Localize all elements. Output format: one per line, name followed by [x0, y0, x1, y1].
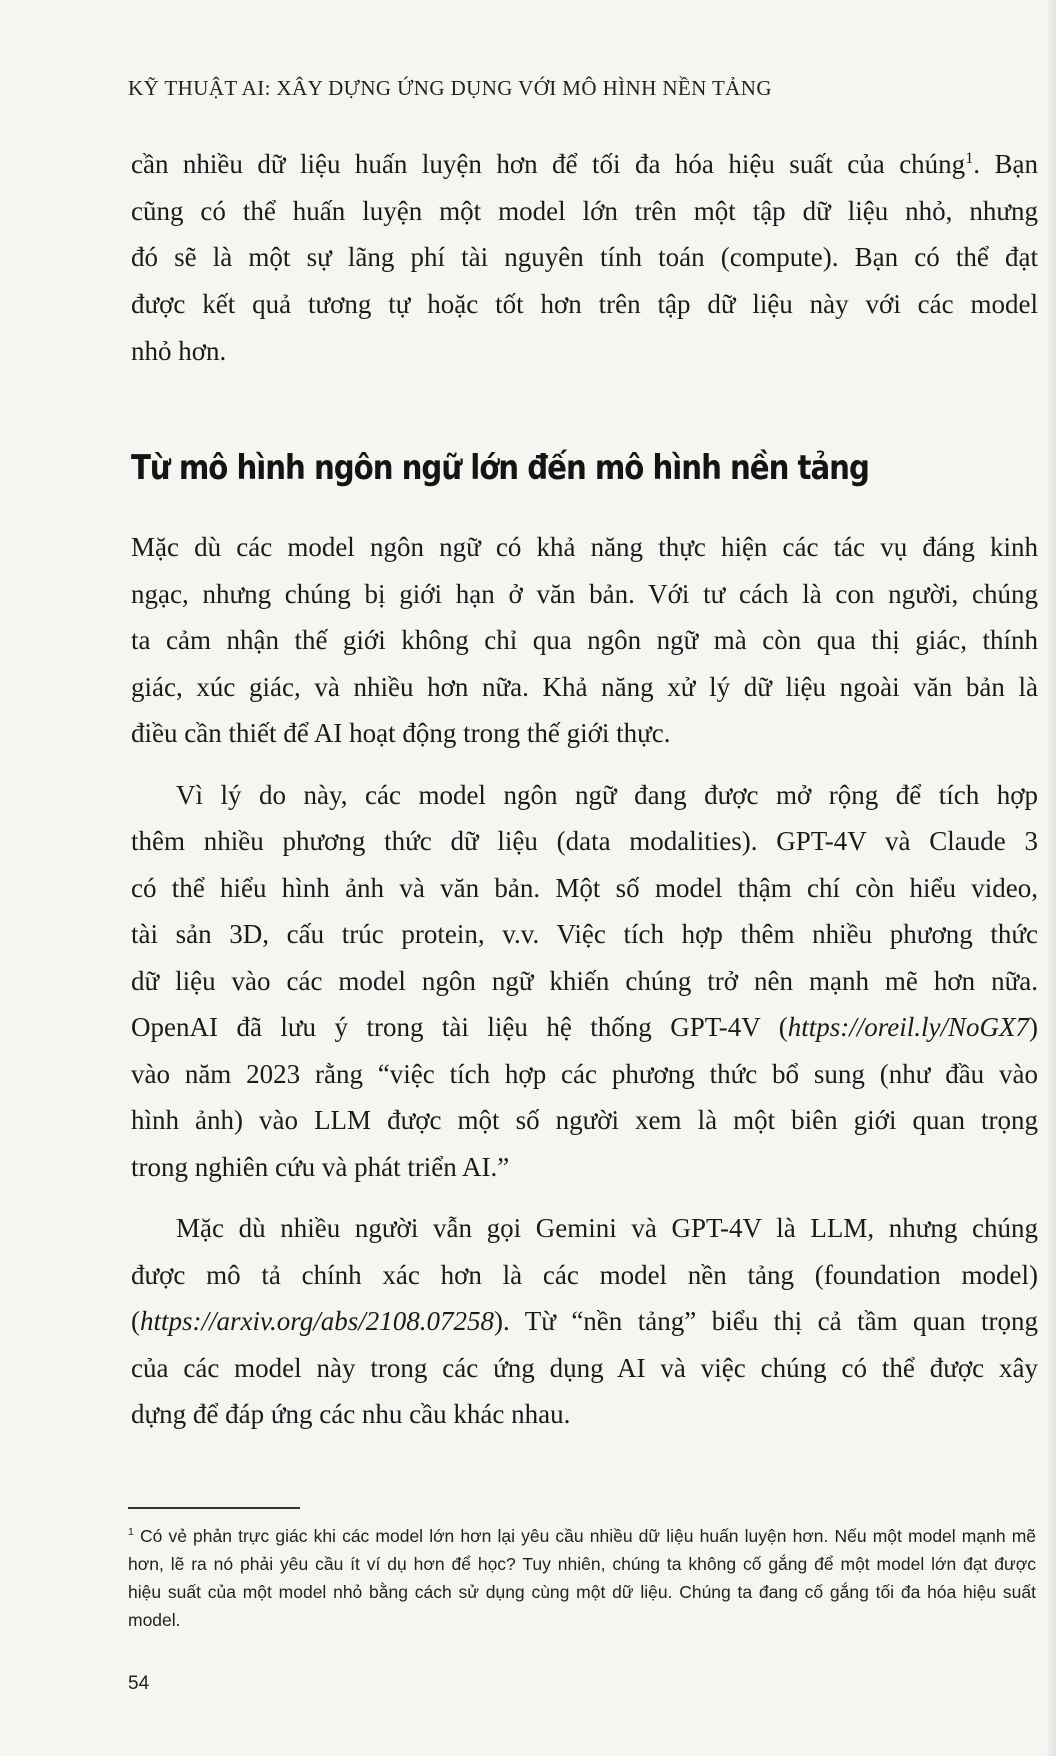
- paragraph-4-line-4: của các model này trong các ứng dụng AI và việc chúng có thể được xây: [131, 1353, 1038, 1383]
- footnote-reference[interactable]: 1: [965, 149, 974, 167]
- paragraph-3-line-6: OpenAI đã lưu ý trong tài liệu hệ thống GPT-4V (https://oreil.ly/NoGX7): [131, 1012, 1038, 1042]
- running-head: KỸ THUẬT AI: XÂY DỰNG ỨNG DỤNG VỚI MÔ HÌNH NỀN TẢNG: [128, 76, 772, 100]
- paragraph-4-line-2: được mô tả chính xác hơn là các model nền tảng (foundation model): [131, 1260, 1038, 1290]
- paragraph-2-line-2: ngạc, nhưng chúng bị giới hạn ở văn bản. Với tư cách là con người, chúng: [131, 579, 1038, 609]
- page-number: 54: [128, 1673, 150, 1694]
- section-heading: Từ mô hình ngôn ngữ lớn đến mô hình nền tảng: [131, 448, 869, 488]
- paragraph-3-line-2: thêm nhiều phương thức dữ liệu (data modalities). GPT-4V và Claude 3: [131, 826, 1038, 856]
- footnote-line-3: hiệu suất của một model nhỏ bằng cách sử dụng cùng một dữ liệu. Chúng ta đang cố gắng tối đa hóa hiệu suất: [128, 1582, 1036, 1602]
- footnote-divider: [128, 1507, 300, 1509]
- link-oreil[interactable]: https://oreil.ly/NoGX7: [787, 1012, 1029, 1042]
- link-arxiv[interactable]: https://arxiv.org/abs/2108.07258: [140, 1306, 494, 1336]
- paragraph-3-line-9: trong nghiên cứu và phát triển AI.”: [131, 1152, 510, 1182]
- paragraph-1-line-2: cũng có thể huấn luyện một model lớn trên một tập dữ liệu nhỏ, nhưng: [131, 196, 1038, 226]
- paragraph-2-line-1: Mặc dù các model ngôn ngữ có khả năng thực hiện các tác vụ đáng kinh: [131, 532, 1038, 562]
- footnote-line-1: $^1$ Có vẻ phản trực giác khi các model lớn hơn lại yêu cầu nhiều dữ liệu huấn luyện hơn. Nếu một model mạnh mẽ: [128, 1526, 1036, 1546]
- paragraph-4-line-3: (https://arxiv.org/abs/2108.07258). Từ “nền tảng” biểu thị cả tầm quan trọng: [131, 1306, 1038, 1336]
- paragraph-2-line-3: ta cảm nhận thế giới không chỉ qua ngôn ngữ mà còn qua thị giác, thính: [131, 625, 1038, 655]
- paragraph-1-line-1: cần nhiều dữ liệu huấn luyện hơn để tối đa hóa hiệu suất của chúng$^1$. Bạn: [131, 149, 1038, 179]
- paragraph-3-line-3: có thể hiểu hình ảnh và văn bản. Một số model thậm chí còn hiểu video,: [131, 873, 1038, 903]
- paragraph-1-line-4: được kết quả tương tự hoặc tốt hơn trên tập dữ liệu này với các model: [131, 289, 1038, 319]
- paragraph-3-line-4: tài sản 3D, cấu trúc protein, v.v. Việc tích hợp thêm nhiều phương thức: [131, 919, 1038, 949]
- footnote-line-4: model.: [128, 1610, 181, 1630]
- paragraph-2-line-5: điều cần thiết để AI hoạt động trong thế giới thực.: [131, 718, 671, 748]
- paragraph-4-line-5: dựng để đáp ứng các nhu cầu khác nhau.: [131, 1399, 571, 1429]
- footnote-line-2: hơn, lẽ ra nó phải yêu cầu ít ví dụ hơn để học? Tuy nhiên, chúng ta không cố gắng để một model lớn đạt được: [128, 1554, 1036, 1574]
- footnote-number: 1: [128, 1526, 134, 1539]
- paragraph-1-line-5: nhỏ hơn.: [131, 336, 227, 366]
- page-edge-shadow: [1046, 0, 1056, 1756]
- paragraph-3-line-1: Vì lý do này, các model ngôn ngữ đang được mở rộng để tích hợp: [176, 780, 1038, 810]
- paragraph-3-line-7: vào năm 2023 rằng “việc tích hợp các phương thức bổ sung (như đầu vào: [131, 1059, 1038, 1089]
- paragraph-3-line-5: dữ liệu vào các model ngôn ngữ khiến chúng trở nên mạnh mẽ hơn nữa.: [131, 966, 1038, 996]
- paragraph-1-line-3: đó sẽ là một sự lãng phí tài nguyên tính toán (compute). Bạn có thể đạt: [131, 242, 1038, 272]
- paragraph-4-line-1: Mặc dù nhiều người vẫn gọi Gemini và GPT-4V là LLM, nhưng chúng: [176, 1213, 1038, 1243]
- paragraph-2-line-4: giác, xúc giác, và nhiều hơn nữa. Khả năng xử lý dữ liệu ngoài văn bản là: [131, 672, 1038, 702]
- paragraph-3-line-8: hình ảnh) vào LLM được một số người xem là một biên giới quan trọng: [131, 1105, 1038, 1135]
